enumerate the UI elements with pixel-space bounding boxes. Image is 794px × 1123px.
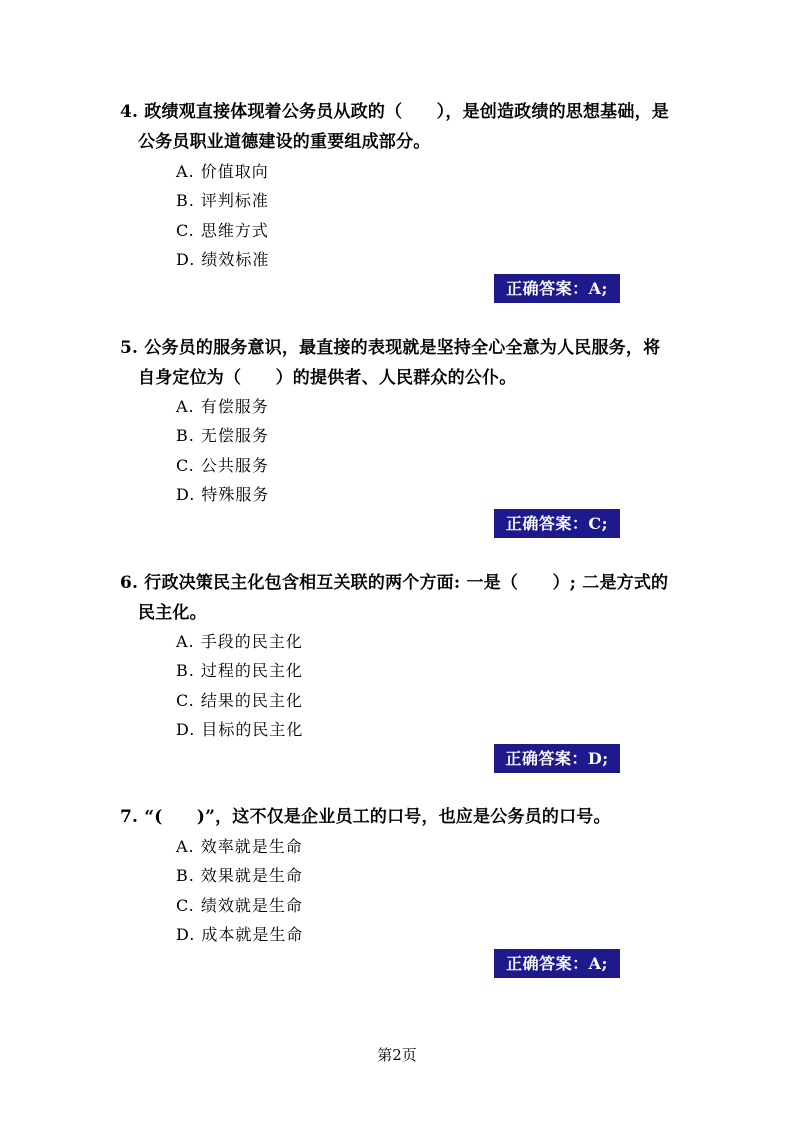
question-stem-line1: 6. 行政决策民主化包含相互关联的两个方面: 一是（ ）; 二是方式的: [120, 573, 669, 593]
question-stem-line2: 民主化。: [138, 603, 207, 623]
question-stem-line1: 5. 公务员的服务意识，最直接的表现就是坚持全心全意为人民服务，将: [120, 338, 661, 358]
option-d: D. 特殊服务: [176, 484, 270, 504]
option-c: C. 结果的民主化: [176, 690, 303, 710]
answer-badge: 正确答案：C;: [494, 509, 620, 538]
option-a: A. 效率就是生命: [176, 837, 303, 856]
option-b: B. 过程的民主化: [176, 661, 303, 681]
question-stem: [120, 568, 720, 628]
page-number: 第2页: [377, 1046, 417, 1064]
option-d: D. 目标的民主化: [176, 719, 304, 739]
option-c: C. 绩效就是生命: [176, 895, 303, 915]
option-c: C. 思维方式: [176, 220, 269, 240]
option-c: C. 公共服务: [176, 455, 269, 475]
question-stem: [120, 97, 720, 157]
answer-badge: 正确答案：A;: [494, 949, 620, 978]
option-a: A. 手段的民主化: [176, 632, 303, 651]
option-list: [176, 157, 269, 274]
question-stem: [120, 333, 720, 393]
option-d: D. 成本就是生命: [176, 924, 304, 944]
question-stem: [120, 802, 720, 832]
option-list: [176, 832, 303, 949]
answer-badge: 正确答案：D;: [494, 744, 620, 773]
question-stem-line1: 4. 政绩观直接体现着公务员从政的（ ），是创造政绩的思想基础，是: [120, 102, 669, 122]
option-b: B. 无偿服务: [176, 426, 269, 446]
option-a: A. 价值取向: [176, 162, 269, 181]
question-stem-line2: 自身定位为（ ）的提供者、人民群众的公仆。: [138, 368, 517, 388]
option-b: B. 评判标准: [176, 191, 269, 211]
option-list: [176, 392, 269, 509]
option-a: A. 有偿服务: [176, 397, 269, 416]
option-b: B. 效果就是生命: [176, 866, 303, 886]
option-d: D. 绩效标准: [176, 249, 270, 269]
answer-badge: 正确答案：A;: [494, 274, 620, 303]
question-stem-line2: 公务员职业道德建设的重要组成部分。: [138, 132, 431, 152]
option-list: [176, 627, 303, 744]
question-stem-line1: 7. “( )”，这不仅是企业员工的口号，也应是公务员的口号。: [120, 807, 611, 827]
